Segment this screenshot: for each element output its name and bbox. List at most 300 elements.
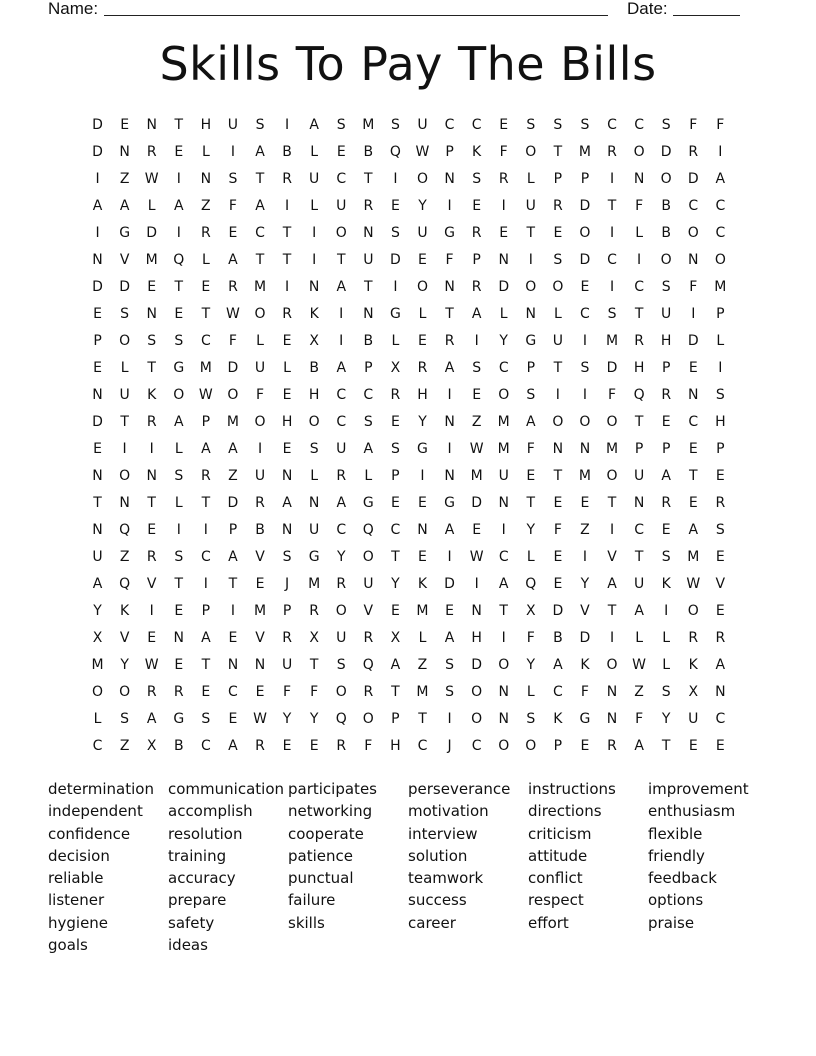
grid-letter[interactable]: L bbox=[418, 306, 427, 322]
grid-letter[interactable]: E bbox=[390, 603, 400, 619]
grid-letter[interactable]: R bbox=[336, 738, 347, 754]
grid-letter[interactable]: R bbox=[715, 495, 726, 511]
grid-letter[interactable]: E bbox=[553, 495, 563, 511]
grid-letter[interactable]: E bbox=[282, 333, 292, 349]
grid-letter[interactable]: W bbox=[469, 549, 484, 565]
grid-letter[interactable]: O bbox=[335, 684, 347, 700]
grid-letter[interactable]: V bbox=[363, 603, 374, 619]
grid-letter[interactable]: Y bbox=[309, 711, 319, 727]
grid-letter[interactable]: R bbox=[146, 144, 157, 160]
grid-letter[interactable]: U bbox=[417, 117, 428, 133]
grid-letter[interactable]: C bbox=[607, 117, 617, 133]
grid-letter[interactable]: R bbox=[444, 333, 455, 349]
grid-letter[interactable]: S bbox=[174, 333, 184, 349]
grid-letter[interactable]: S bbox=[390, 117, 400, 133]
grid-letter[interactable]: T bbox=[634, 306, 644, 322]
grid-letter[interactable]: A bbox=[471, 306, 482, 322]
grid-letter[interactable]: F bbox=[689, 279, 698, 295]
grid-letter[interactable]: R bbox=[228, 279, 238, 295]
grid-letter[interactable]: O bbox=[660, 252, 672, 268]
grid-letter[interactable]: L bbox=[283, 360, 291, 376]
grid-letter[interactable]: Z bbox=[119, 738, 130, 754]
grid-letter[interactable]: K bbox=[661, 576, 671, 592]
grid-letter[interactable]: E bbox=[715, 738, 725, 754]
grid-letter[interactable]: I bbox=[582, 333, 588, 349]
grid-letter[interactable]: N bbox=[688, 252, 699, 268]
grid-letter[interactable]: N bbox=[173, 630, 185, 646]
grid-letter[interactable]: P bbox=[445, 144, 454, 160]
grid-letter[interactable]: A bbox=[688, 522, 699, 538]
grid-letter[interactable]: A bbox=[92, 198, 103, 214]
grid-letter[interactable]: L bbox=[120, 360, 129, 376]
grid-letter[interactable]: P bbox=[282, 603, 292, 619]
grid-letter[interactable]: T bbox=[391, 684, 400, 700]
grid-letter[interactable]: D bbox=[579, 252, 591, 268]
grid-letter[interactable]: R bbox=[661, 495, 672, 511]
grid-letter[interactable]: E bbox=[93, 360, 102, 376]
grid-letter[interactable]: C bbox=[688, 414, 699, 430]
grid-letter[interactable]: I bbox=[312, 252, 317, 268]
grid-letter[interactable]: S bbox=[174, 549, 184, 565]
grid-letter[interactable]: E bbox=[499, 117, 509, 133]
grid-letter[interactable]: O bbox=[335, 225, 347, 241]
grid-letter[interactable]: L bbox=[174, 495, 183, 511]
grid-letter[interactable]: I bbox=[474, 576, 479, 592]
grid-letter[interactable]: C bbox=[471, 117, 482, 133]
grid-letter[interactable]: T bbox=[391, 549, 400, 565]
grid-letter[interactable]: A bbox=[336, 279, 347, 295]
grid-letter[interactable]: B bbox=[661, 225, 671, 241]
grid-letter[interactable]: S bbox=[336, 657, 346, 673]
grid-letter[interactable]: E bbox=[418, 252, 427, 268]
grid-letter[interactable]: S bbox=[526, 387, 536, 403]
grid-letter[interactable]: T bbox=[174, 279, 184, 295]
grid-letter[interactable]: I bbox=[176, 522, 181, 538]
grid-letter[interactable]: A bbox=[336, 495, 347, 511]
grid-letter[interactable]: E bbox=[174, 603, 184, 619]
grid-letter[interactable]: C bbox=[580, 306, 590, 322]
grid-letter[interactable]: U bbox=[688, 711, 699, 727]
grid-letter[interactable]: C bbox=[228, 684, 238, 700]
grid-letter[interactable]: T bbox=[607, 495, 617, 511]
grid-letter[interactable]: S bbox=[174, 468, 184, 484]
grid-letter[interactable]: T bbox=[93, 495, 102, 511]
grid-letter[interactable]: Q bbox=[525, 576, 537, 592]
grid-letter[interactable]: O bbox=[362, 711, 374, 727]
grid-letter[interactable]: E bbox=[390, 198, 400, 214]
grid-letter[interactable]: P bbox=[526, 360, 536, 376]
grid-letter[interactable]: R bbox=[146, 414, 157, 430]
grid-letter[interactable]: M bbox=[497, 414, 510, 430]
grid-letter[interactable]: Z bbox=[228, 468, 238, 484]
grid-letter[interactable]: P bbox=[472, 252, 481, 268]
grid-letter[interactable]: S bbox=[309, 441, 319, 457]
grid-letter[interactable]: E bbox=[120, 117, 130, 133]
grid-letter[interactable]: P bbox=[93, 333, 102, 349]
grid-letter[interactable]: M bbox=[226, 414, 239, 430]
grid-letter[interactable]: N bbox=[498, 711, 509, 727]
grid-letter[interactable]: U bbox=[633, 576, 645, 592]
grid-letter[interactable]: N bbox=[498, 684, 509, 700]
grid-letter[interactable]: I bbox=[312, 225, 317, 241]
grid-letter[interactable]: Z bbox=[580, 522, 590, 538]
grid-letter[interactable]: E bbox=[282, 441, 292, 457]
grid-letter[interactable]: L bbox=[635, 225, 643, 241]
grid-letter[interactable]: N bbox=[92, 387, 103, 403]
grid-letter[interactable]: E bbox=[553, 576, 563, 592]
grid-letter[interactable]: N bbox=[200, 171, 212, 187]
grid-letter[interactable]: L bbox=[499, 306, 508, 322]
grid-letter[interactable]: N bbox=[146, 468, 157, 484]
grid-letter[interactable]: N bbox=[498, 495, 509, 511]
grid-letter[interactable]: F bbox=[364, 738, 373, 754]
grid-letter[interactable]: T bbox=[418, 711, 427, 727]
grid-letter[interactable]: I bbox=[393, 171, 398, 187]
grid-letter[interactable]: F bbox=[499, 144, 508, 160]
grid-letter[interactable]: G bbox=[444, 495, 455, 511]
grid-letter[interactable]: L bbox=[635, 630, 643, 646]
grid-letter[interactable]: N bbox=[579, 441, 591, 457]
grid-letter[interactable]: I bbox=[339, 306, 344, 322]
grid-letter[interactable]: B bbox=[363, 144, 374, 160]
grid-letter[interactable]: S bbox=[472, 171, 482, 187]
grid-letter[interactable]: N bbox=[444, 414, 455, 430]
grid-letter[interactable]: T bbox=[634, 414, 644, 430]
grid-letter[interactable]: R bbox=[363, 198, 374, 214]
grid-letter[interactable]: D bbox=[471, 495, 483, 511]
grid-letter[interactable]: E bbox=[580, 738, 590, 754]
grid-letter[interactable]: T bbox=[336, 252, 346, 268]
grid-letter[interactable]: V bbox=[580, 603, 590, 619]
grid-letter[interactable]: R bbox=[498, 171, 509, 187]
grid-letter[interactable]: S bbox=[255, 117, 265, 133]
grid-letter[interactable]: O bbox=[606, 468, 618, 484]
grid-letter[interactable]: U bbox=[92, 549, 103, 565]
grid-letter[interactable]: G bbox=[362, 495, 374, 511]
grid-letter[interactable]: A bbox=[146, 711, 157, 727]
grid-letter[interactable]: R bbox=[173, 684, 184, 700]
grid-letter[interactable]: D bbox=[227, 360, 239, 376]
grid-letter[interactable]: P bbox=[201, 414, 211, 430]
grid-letter[interactable]: P bbox=[391, 711, 400, 727]
grid-letter[interactable]: E bbox=[93, 441, 102, 457]
grid-letter[interactable]: I bbox=[339, 333, 344, 349]
grid-letter[interactable]: O bbox=[471, 684, 483, 700]
grid-letter[interactable]: T bbox=[607, 198, 617, 214]
grid-letter[interactable]: U bbox=[336, 441, 347, 457]
grid-letter[interactable]: E bbox=[472, 522, 482, 538]
grid-letter[interactable]: Q bbox=[362, 657, 374, 673]
grid-letter[interactable]: X bbox=[688, 684, 699, 700]
grid-letter[interactable]: I bbox=[122, 441, 127, 457]
grid-letter[interactable]: L bbox=[310, 144, 319, 160]
grid-letter[interactable]: A bbox=[634, 603, 644, 619]
grid-letter[interactable]: A bbox=[228, 549, 238, 565]
grid-letter[interactable]: A bbox=[715, 171, 726, 187]
grid-letter[interactable]: L bbox=[201, 252, 210, 268]
grid-letter[interactable]: O bbox=[119, 468, 131, 484]
grid-letter[interactable]: S bbox=[201, 711, 211, 727]
grid-letter[interactable]: C bbox=[200, 333, 211, 349]
grid-letter[interactable]: X bbox=[525, 603, 536, 619]
grid-letter[interactable]: S bbox=[526, 117, 536, 133]
grid-letter[interactable]: C bbox=[715, 198, 726, 214]
grid-letter[interactable]: C bbox=[688, 198, 699, 214]
grid-letter[interactable]: O bbox=[119, 333, 131, 349]
grid-letter[interactable]: D bbox=[552, 603, 564, 619]
grid-letter[interactable]: A bbox=[173, 414, 184, 430]
grid-letter[interactable]: E bbox=[390, 414, 400, 430]
grid-letter[interactable]: U bbox=[254, 468, 266, 484]
grid-letter[interactable]: R bbox=[200, 225, 211, 241]
grid-letter[interactable]: O bbox=[416, 279, 428, 295]
grid-letter[interactable]: S bbox=[661, 117, 671, 133]
grid-letter[interactable]: B bbox=[173, 738, 184, 754]
grid-letter[interactable]: R bbox=[363, 684, 374, 700]
grid-letter[interactable]: E bbox=[526, 468, 536, 484]
grid-letter[interactable]: B bbox=[661, 198, 671, 214]
grid-letter[interactable]: S bbox=[580, 360, 590, 376]
grid-letter[interactable]: M bbox=[253, 279, 267, 295]
grid-letter[interactable]: T bbox=[526, 495, 536, 511]
grid-letter[interactable]: F bbox=[689, 117, 698, 133]
grid-letter[interactable]: C bbox=[336, 522, 347, 538]
grid-letter[interactable]: N bbox=[146, 117, 157, 133]
grid-letter[interactable]: E bbox=[715, 603, 725, 619]
grid-letter[interactable]: M bbox=[362, 117, 375, 133]
grid-letter[interactable]: R bbox=[661, 387, 672, 403]
grid-letter[interactable]: U bbox=[661, 306, 672, 322]
grid-letter[interactable]: D bbox=[390, 252, 401, 268]
grid-letter[interactable]: F bbox=[716, 117, 725, 133]
grid-letter[interactable]: T bbox=[364, 279, 373, 295]
grid-letter[interactable]: O bbox=[552, 414, 564, 430]
grid-letter[interactable]: R bbox=[282, 630, 292, 646]
grid-letter[interactable]: U bbox=[633, 468, 645, 484]
grid-letter[interactable]: N bbox=[417, 522, 428, 538]
grid-letter[interactable]: C bbox=[607, 252, 617, 268]
grid-letter[interactable]: A bbox=[173, 198, 184, 214]
grid-letter[interactable]: K bbox=[472, 144, 482, 160]
grid-letter[interactable]: O bbox=[254, 414, 266, 430]
grid-letter[interactable]: I bbox=[257, 441, 263, 457]
grid-letter[interactable]: C bbox=[417, 738, 428, 754]
grid-letter[interactable]: T bbox=[607, 603, 617, 619]
grid-letter[interactable]: U bbox=[336, 198, 347, 214]
grid-letter[interactable]: H bbox=[471, 630, 482, 646]
grid-letter[interactable]: T bbox=[282, 252, 292, 268]
grid-letter[interactable]: T bbox=[201, 657, 211, 673]
grid-letter[interactable]: P bbox=[201, 603, 211, 619]
grid-letter[interactable]: C bbox=[634, 117, 644, 133]
grid-letter[interactable]: M bbox=[416, 684, 429, 700]
grid-letter[interactable]: R bbox=[417, 360, 428, 376]
grid-letter[interactable]: N bbox=[633, 495, 645, 511]
grid-letter[interactable]: P bbox=[364, 360, 373, 376]
grid-letter[interactable]: L bbox=[147, 198, 156, 214]
grid-letter[interactable]: T bbox=[688, 468, 698, 484]
grid-letter[interactable]: I bbox=[501, 630, 506, 646]
grid-letter[interactable]: K bbox=[120, 603, 130, 619]
grid-letter[interactable]: A bbox=[363, 441, 374, 457]
grid-letter[interactable]: O bbox=[498, 738, 510, 754]
grid-letter[interactable]: M bbox=[308, 576, 321, 592]
grid-letter[interactable]: C bbox=[552, 684, 563, 700]
grid-letter[interactable]: C bbox=[336, 171, 347, 187]
grid-letter[interactable]: U bbox=[309, 171, 320, 187]
grid-letter[interactable]: D bbox=[687, 171, 699, 187]
grid-letter[interactable]: L bbox=[256, 333, 264, 349]
grid-letter[interactable]: G bbox=[579, 711, 591, 727]
grid-letter[interactable]: T bbox=[553, 144, 563, 160]
grid-letter[interactable]: M bbox=[578, 144, 591, 160]
grid-letter[interactable]: D bbox=[444, 576, 455, 592]
grid-letter[interactable]: P bbox=[716, 441, 725, 457]
grid-letter[interactable]: T bbox=[120, 414, 129, 430]
grid-letter[interactable]: O bbox=[308, 414, 320, 430]
grid-letter[interactable]: O bbox=[552, 279, 564, 295]
grid-letter[interactable]: F bbox=[635, 711, 644, 727]
grid-letter[interactable]: W bbox=[415, 144, 430, 160]
grid-letter[interactable]: U bbox=[363, 252, 374, 268]
grid-letter[interactable]: E bbox=[174, 144, 184, 160]
grid-letter[interactable]: E bbox=[147, 279, 157, 295]
grid-letter[interactable]: I bbox=[285, 279, 290, 295]
grid-letter[interactable]: H bbox=[715, 414, 726, 430]
grid-letter[interactable]: A bbox=[255, 144, 265, 160]
grid-letter[interactable]: Q bbox=[362, 522, 374, 538]
grid-letter[interactable]: H bbox=[660, 333, 672, 349]
grid-letter[interactable]: V bbox=[607, 549, 617, 565]
grid-letter[interactable]: U bbox=[498, 468, 509, 484]
grid-letter[interactable]: N bbox=[688, 387, 699, 403]
grid-letter[interactable]: A bbox=[390, 657, 401, 673]
grid-letter[interactable]: O bbox=[335, 603, 347, 619]
grid-letter[interactable]: A bbox=[661, 468, 671, 484]
grid-letter[interactable]: E bbox=[282, 738, 292, 754]
grid-letter[interactable]: Q bbox=[119, 576, 131, 592]
grid-letter[interactable]: M bbox=[145, 252, 158, 268]
grid-letter[interactable]: W bbox=[198, 387, 213, 403]
grid-letter[interactable]: T bbox=[255, 171, 265, 187]
grid-letter[interactable]: O bbox=[633, 144, 645, 160]
grid-letter[interactable]: F bbox=[228, 198, 237, 214]
grid-letter[interactable]: C bbox=[92, 738, 103, 754]
grid-letter[interactable]: P bbox=[553, 738, 563, 754]
grid-letter[interactable]: M bbox=[497, 441, 510, 457]
grid-letter[interactable]: A bbox=[444, 522, 455, 538]
grid-letter[interactable]: E bbox=[499, 225, 509, 241]
grid-letter[interactable]: A bbox=[553, 657, 563, 673]
grid-letter[interactable]: E bbox=[472, 387, 482, 403]
grid-letter[interactable]: S bbox=[553, 117, 563, 133]
grid-letter[interactable]: M bbox=[605, 333, 619, 349]
grid-letter[interactable]: I bbox=[420, 468, 425, 484]
grid-letter[interactable]: O bbox=[227, 387, 239, 403]
grid-letter[interactable]: E bbox=[688, 360, 698, 376]
grid-letter[interactable]: S bbox=[553, 252, 563, 268]
grid-letter[interactable]: R bbox=[200, 468, 211, 484]
grid-letter[interactable]: S bbox=[661, 279, 671, 295]
grid-letter[interactable]: B bbox=[282, 144, 292, 160]
grid-letter[interactable]: N bbox=[92, 252, 103, 268]
grid-letter[interactable]: O bbox=[687, 225, 699, 241]
grid-letter[interactable]: G bbox=[119, 225, 131, 241]
grid-letter[interactable]: I bbox=[230, 144, 235, 160]
grid-letter[interactable]: E bbox=[336, 144, 346, 160]
grid-letter[interactable]: I bbox=[609, 279, 615, 295]
grid-letter[interactable]: N bbox=[525, 306, 537, 322]
grid-letter[interactable]: I bbox=[203, 576, 208, 592]
grid-letter[interactable]: D bbox=[92, 117, 103, 133]
grid-letter[interactable]: T bbox=[553, 360, 563, 376]
grid-letter[interactable]: B bbox=[363, 333, 374, 349]
grid-letter[interactable]: M bbox=[470, 468, 483, 484]
grid-letter[interactable]: N bbox=[363, 225, 374, 241]
grid-letter[interactable]: E bbox=[661, 522, 671, 538]
grid-letter[interactable]: F bbox=[445, 252, 454, 268]
grid-letter[interactable]: D bbox=[92, 144, 103, 160]
grid-letter[interactable]: S bbox=[282, 549, 292, 565]
grid-letter[interactable]: S bbox=[120, 711, 130, 727]
grid-letter[interactable]: A bbox=[255, 198, 265, 214]
grid-letter[interactable]: Z bbox=[201, 198, 211, 214]
grid-letter[interactable]: I bbox=[637, 252, 642, 268]
grid-letter[interactable]: E bbox=[201, 684, 211, 700]
grid-letter[interactable]: A bbox=[444, 630, 455, 646]
grid-letter[interactable]: C bbox=[444, 117, 455, 133]
grid-letter[interactable]: T bbox=[499, 603, 508, 619]
grid-letter[interactable]: F bbox=[526, 630, 535, 646]
grid-letter[interactable]: O bbox=[362, 549, 374, 565]
grid-letter[interactable]: R bbox=[688, 144, 699, 160]
grid-letter[interactable]: C bbox=[200, 549, 211, 565]
grid-letter[interactable]: A bbox=[336, 360, 347, 376]
grid-letter[interactable]: T bbox=[228, 576, 238, 592]
grid-letter[interactable]: E bbox=[661, 414, 671, 430]
grid-letter[interactable]: Q bbox=[119, 522, 131, 538]
grid-letter[interactable]: Q bbox=[335, 711, 347, 727]
grid-letter[interactable]: P bbox=[634, 441, 644, 457]
grid-letter[interactable]: N bbox=[146, 306, 157, 322]
grid-letter[interactable]: I bbox=[149, 603, 154, 619]
grid-letter[interactable]: A bbox=[634, 738, 644, 754]
grid-letter[interactable]: I bbox=[285, 117, 290, 133]
grid-letter[interactable]: E bbox=[418, 333, 427, 349]
grid-letter[interactable]: K bbox=[580, 657, 590, 673]
grid-letter[interactable]: G bbox=[444, 225, 455, 241]
grid-letter[interactable]: C bbox=[634, 279, 644, 295]
grid-letter[interactable]: W bbox=[226, 306, 240, 322]
grid-letter[interactable]: G bbox=[308, 549, 320, 565]
grid-letter[interactable]: L bbox=[310, 198, 319, 214]
grid-letter[interactable]: A bbox=[228, 441, 238, 457]
grid-letter[interactable]: E bbox=[580, 279, 590, 295]
grid-letter[interactable]: N bbox=[444, 279, 455, 295]
grid-letter[interactable]: P bbox=[391, 468, 400, 484]
grid-letter[interactable]: L bbox=[418, 630, 427, 646]
grid-letter[interactable]: S bbox=[363, 414, 373, 430]
grid-letter[interactable]: T bbox=[174, 117, 184, 133]
grid-letter[interactable]: S bbox=[715, 387, 725, 403]
grid-letter[interactable]: N bbox=[606, 711, 618, 727]
grid-letter[interactable]: W bbox=[632, 657, 647, 673]
grid-letter[interactable]: L bbox=[526, 549, 535, 565]
grid-letter[interactable]: I bbox=[609, 225, 615, 241]
grid-letter[interactable]: G bbox=[173, 360, 185, 376]
grid-letter[interactable]: V bbox=[119, 252, 130, 268]
grid-letter[interactable]: F bbox=[310, 684, 319, 700]
